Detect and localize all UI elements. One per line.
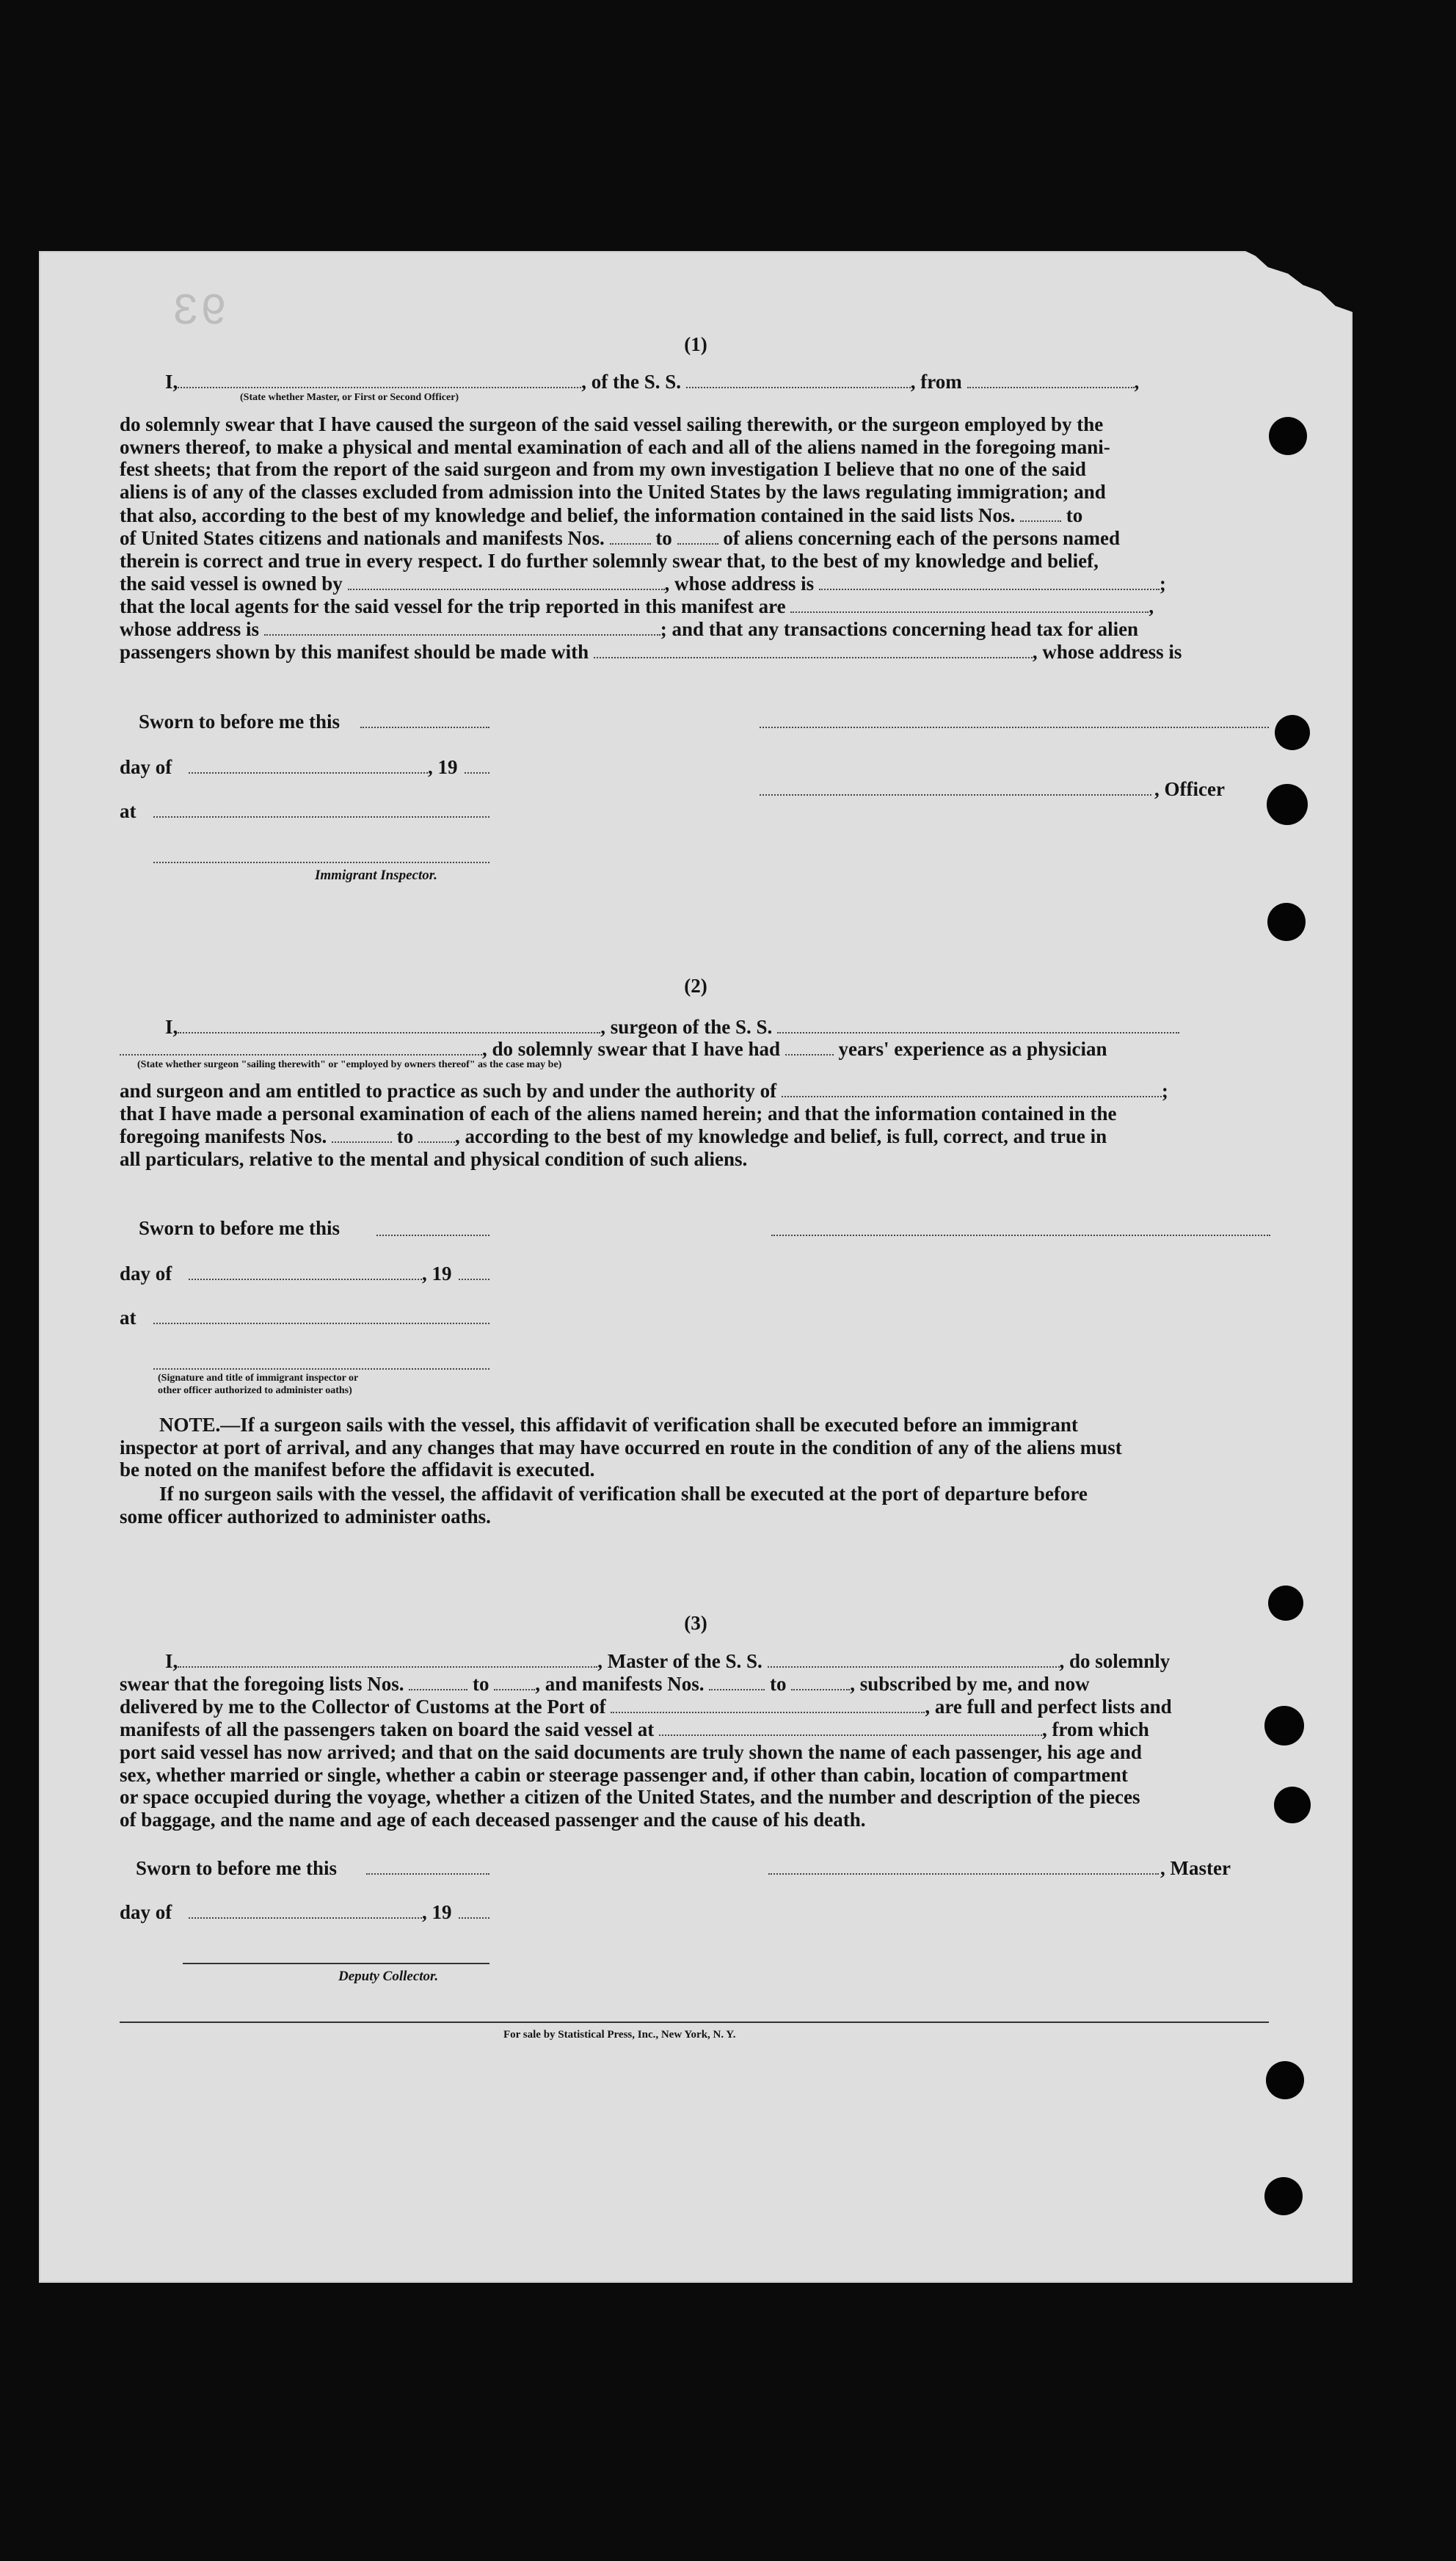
binder-hole [1267, 784, 1308, 825]
s1-line-lists: that also, according to the best of my knowledge and belief, the information contained in the said lists Nos. to [120, 504, 1083, 526]
s3-deputy-line [183, 1963, 489, 1964]
s3-sworn-label: Sworn to before me this [136, 1857, 337, 1879]
binder-hole [1264, 2177, 1303, 2215]
s2-line2: , do solemnly swear that I have had years' experience as a physician [120, 1038, 1107, 1061]
section-1-number: (1) [684, 333, 707, 355]
s2-sworn-field [376, 1235, 489, 1236]
bleed-through-mark: 93 [171, 288, 228, 338]
binder-hole [1275, 715, 1310, 750]
section-2-number: (2) [684, 975, 707, 997]
s1-line-manifests: of United States citizens and nationals and manifests Nos. to of aliens concerning each of the persons named [120, 527, 1121, 549]
s2-surgeon-note: (State whether surgeon "sailing therewith" or "employed by owners thereof" as the case may be) [137, 1059, 562, 1070]
s1-line1: I, , of the S. S. , from , [165, 371, 1140, 393]
note-paragraph-2: If no surgeon sails with the vessel, the affidavit of verification shall be executed at the port of departure before some officer authorized to administer oaths. [120, 1483, 1088, 1527]
s2-sig-note-1: (Signature and title of immigrant inspector or [158, 1373, 359, 1384]
s1-officer-note: (State whether Master, or First or Second Officer) [240, 392, 459, 403]
s2-year-field [459, 1279, 489, 1280]
s2-line4: that I have made a personal examination of each of the aliens named herein; and that the information contained in the [120, 1102, 1117, 1125]
s1-day-field [189, 772, 428, 774]
s2-at-label: at [120, 1307, 136, 1329]
s2-day-field [189, 1279, 422, 1280]
s3-line4: manifests of all the passengers taken on board the said vessel at , from which [120, 1718, 1149, 1740]
binder-hole [1264, 1706, 1304, 1746]
s3-line1: I, , Master of the S. S. , do solemnly [165, 1650, 1171, 1672]
s3-line2: swear that the foregoing lists Nos. to , and manifests Nos. to , subscribed by me, and now [120, 1673, 1090, 1695]
s1-at-label: at [120, 800, 136, 822]
s1-at-field [153, 816, 489, 818]
s3-line3: delivered by me to the Collector of Customs at the Port of , are full and perfect lists and [120, 1696, 1172, 1718]
s1-line-agents: that the local agents for the said vessel for the trip reported in this manifest are , [120, 595, 1154, 617]
s3-year-label: , 19 [422, 1901, 452, 1923]
s2-year-label: , 19 [422, 1263, 452, 1285]
s2-sworn-label: Sworn to before me this [139, 1217, 340, 1239]
s3-master-line [768, 1873, 1159, 1875]
s2-line6: all particulars, relative to the mental and physical condition of such aliens. [120, 1148, 748, 1170]
s2-at-field [153, 1323, 489, 1324]
s2-inspector-line [153, 1368, 489, 1370]
s1-line-owned: the said vessel is owned by , whose address is ; [120, 573, 1166, 595]
s1-line-therein: therein is correct and true in every respect. I do further solemnly swear that, to the best of my knowledge and belief, [120, 550, 1099, 572]
s1-line-passengers: passengers shown by this manifest should be made with , whose address is [120, 641, 1182, 663]
s3-deputy-label: Deputy Collector. [338, 1969, 439, 1984]
binder-hole [1267, 903, 1306, 941]
s1-sworn-field [360, 727, 489, 728]
s3-master-label: , Master [1160, 1857, 1231, 1879]
manifest-page [39, 251, 1353, 2283]
binder-hole [1274, 1787, 1311, 1823]
s1-year-label: , 19 [428, 756, 458, 778]
section-3-number: (3) [684, 1612, 707, 1634]
s3-body: port said vessel has now arrived; and that on the said documents are truly shown the name of each passenger, his age and sex, whether married or single, whether a cabin or steerage passenger and, if other than cabin, location of compartment or space occupied during the voyage, whether a citizen of the United States, and the number and description of the pieces of baggage, and the name and age of each deceased passenger and the cause of his death. [120, 1741, 1142, 1831]
s1-inspector-label: Immigrant Inspector. [315, 868, 437, 883]
s3-day-label: day of [120, 1901, 172, 1923]
s2-sig-note-2: other officer authorized to administer oaths) [158, 1385, 352, 1396]
printer-imprint: For sale by Statistical Press, Inc., New York, N. Y. [503, 2029, 736, 2041]
s3-day-field [189, 1917, 422, 1919]
s1-day-label: day of [120, 756, 172, 778]
s3-sworn-field [366, 1873, 489, 1875]
s2-signature-line [771, 1235, 1270, 1236]
s2-line5: foregoing manifests Nos. to , according to the best of my knowledge and belief, is full, correct, and true in [120, 1125, 1107, 1147]
s2-day-label: day of [120, 1263, 172, 1285]
s1-officer-line [760, 794, 1151, 796]
s1-inspector-line [153, 862, 489, 863]
footer-rule [120, 2021, 1269, 2023]
s1-officer-label: , Officer [1154, 778, 1225, 800]
s2-line1: I, , surgeon of the S. S. [165, 1016, 1179, 1039]
s1-body: do solemnly swear that I have caused the surgeon of the said vessel sailing therewith, or the surgeon employed by the owners thereof, to make a physical and mental examination of each and all of the aliens named in the foregoing mani- fest sheets; that from the report of the said surgeon and from my own investigation I believe that no one of the said aliens is of any of the classes excluded from admission into the United States by the laws regulating immigration; and [120, 413, 1110, 504]
binder-hole [1269, 417, 1307, 455]
note-paragraph-1: NOTE.—If a surgeon sails with the vessel, this affidavit of verification shall be executed before an immigrant inspector at port of arrival, and any changes that may have occurred en route in the condition of any of the aliens must be noted on the manifest before the affidavit is executed. [120, 1414, 1122, 1481]
s1-year-field [465, 772, 489, 774]
s3-year-field [459, 1917, 489, 1919]
binder-hole [1266, 2061, 1304, 2099]
s2-line3: and surgeon and am entitled to practice as such by and under the authority of ; [120, 1080, 1168, 1102]
s1-line-whose: whose address is ; and that any transactions concerning head tax for alien [120, 618, 1139, 640]
s1-signature-line [760, 727, 1269, 728]
s1-sworn-label: Sworn to before me this [139, 711, 340, 733]
torn-corner [1238, 235, 1363, 316]
